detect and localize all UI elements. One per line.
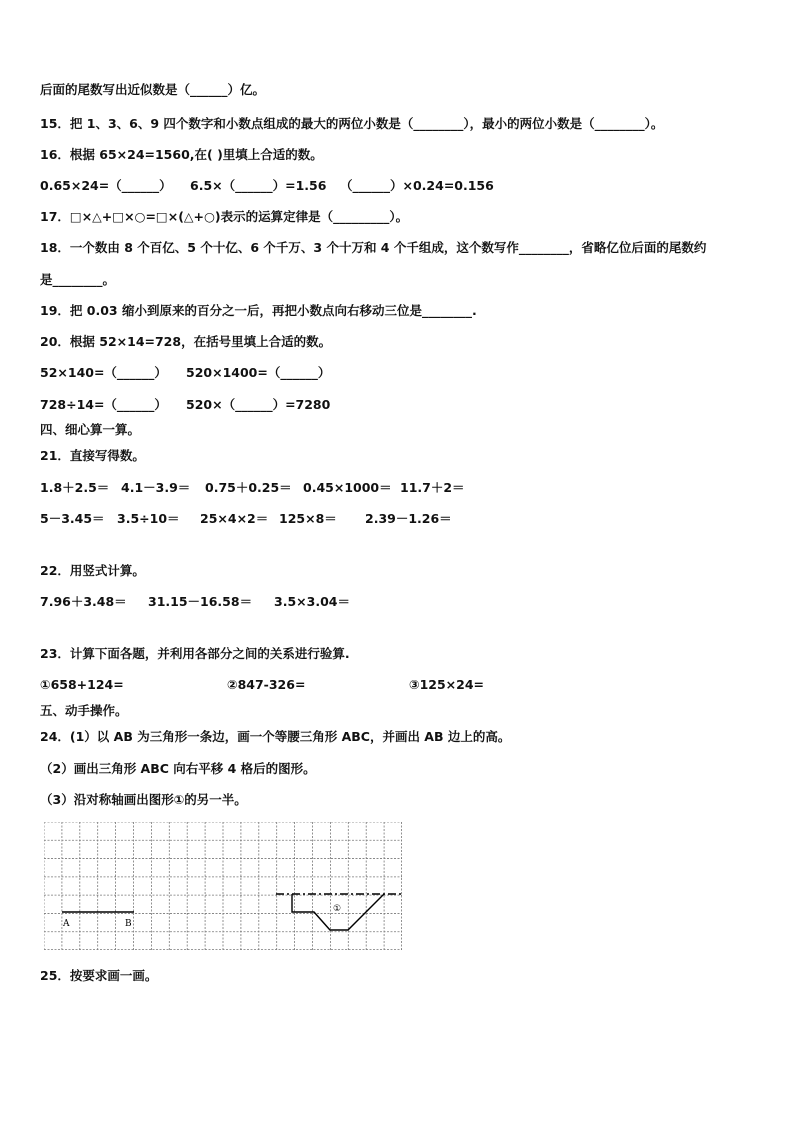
q18-line1: 18．一个数由 8 个百亿、5 个十亿、6 个千万、3 个十万和 4 个千组成，这个数写作________，省略亿位后面的尾数约 [40,240,707,255]
q16-item-1: 0.65×24=（______） [40,178,172,193]
q17: 17．□×△+□×○=□×(△+○)表示的运算定律是（_________）。 [40,209,409,224]
q21-row1-item-4: 0.45×1000＝ [303,480,392,495]
q20-row1-item-2: 520×1400=（______） [186,365,331,380]
q24-part2: （2）画出三角形 ABC 向右平移 4 格后的图形。 [40,761,316,776]
q20-row2-item-2: 520×（______）=7280 [186,397,331,412]
q21-row1-item-5: 11.7＋2＝ [400,480,465,495]
q16-title: 16．根据 65×24=1560,在( )里填上合适的数。 [40,147,323,162]
drawing-grid[interactable] [44,822,402,950]
q21-row2-item-4: 125×8＝ [279,511,337,526]
q21-row1-item-3: 0.75＋0.25＝ [205,480,292,495]
q21-row2-item-2: 3.5÷10＝ [117,511,180,526]
q16-item-3: （______）×0.24=0.156 [340,178,494,193]
section-4-heading: 四、细心算一算。 [40,422,141,437]
q21-row1-item-1: 1.8＋2.5＝ [40,480,110,495]
q24-part1: 24．(1）以 AB 为三角形一条边，画一个等腰三角形 ABC，并画出 AB 边上的高。 [40,729,511,744]
q21-row2-item-1: 5－3.45＝ [40,511,105,526]
section-5-heading: 五、动手操作。 [40,703,128,718]
q23-item-2: ②847-326= [227,677,306,692]
q20-row2-item-1: 728÷14=（______） [40,397,167,412]
q23-title: 23．计算下面各题，并利用各部分之间的关系进行验算. [40,646,350,661]
q14-tail: 后面的尾数写出近似数是（______）亿。 [40,82,266,97]
q21-row2-item-5: 2.39－1.26＝ [365,511,452,526]
q21-row1-item-2: 4.1－3.9＝ [121,480,191,495]
q25: 25．按要求画一画。 [40,968,158,983]
q22-item-2: 31.15－16.58＝ [148,594,253,609]
grid-lines [44,822,402,950]
q15: 15．把 1、3、6、9 四个数字和小数点组成的最大的两位小数是（________），最小的两位小数是（________）。 [40,116,664,131]
q24-part3: （3）沿对称轴画出图形①的另一半。 [40,792,247,807]
q21-title: 21．直接写得数。 [40,448,145,463]
q20-row1-item-1: 52×140=（______） [40,365,167,380]
q20-title: 20．根据 52×14=728，在括号里填上合适的数。 [40,334,332,349]
q22-title: 22．用竖式计算。 [40,563,145,578]
label-a: A [63,919,70,929]
q23-item-1: ①658+124= [40,677,124,692]
q22-item-3: 3.5×3.04＝ [274,594,350,609]
label-b: B [125,919,132,929]
shape-1-label: ① [333,904,342,914]
q21-row2-item-3: 25×4×2＝ [200,511,269,526]
q18-line2: 是________。 [40,272,116,287]
q19: 19．把 0.03 缩小到原来的百分之一后，再把小数点向右移动三位是________. [40,303,477,318]
grid-svg [44,822,402,950]
q16-item-2: 6.5×（______）=1.56 [190,178,327,193]
q22-item-1: 7.96＋3.48＝ [40,594,127,609]
q23-item-3: ③125×24= [409,677,485,692]
